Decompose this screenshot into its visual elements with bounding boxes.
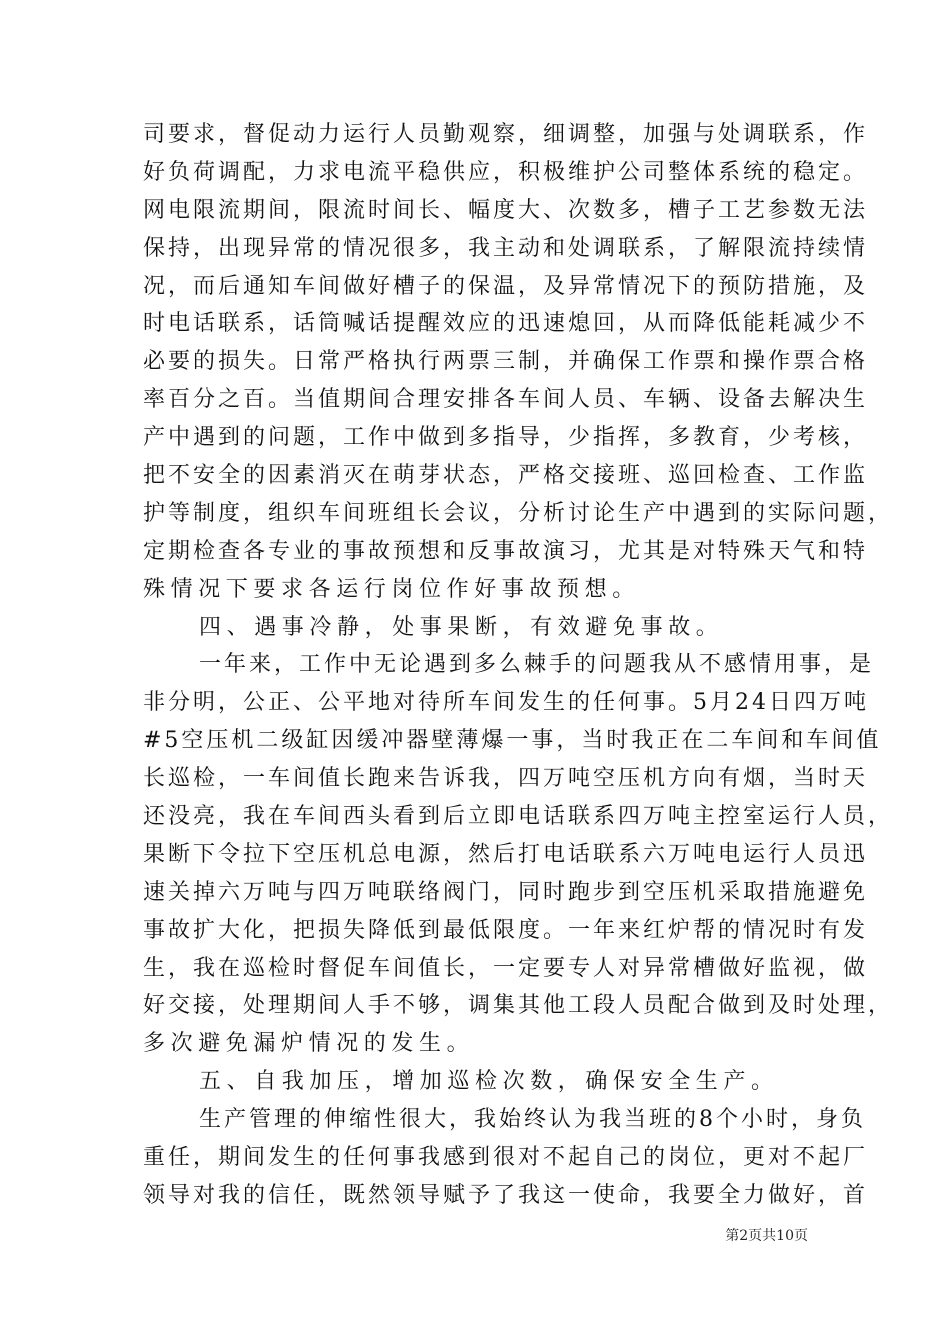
text-line: 事故扩大化，把损失降低到最低限度。一年来红炉帮的情况时有发 [143, 917, 869, 943]
text-line: 重任，期间发生的任何事我感到很对不起自己的岗位，更对不起厂 [143, 1145, 869, 1171]
text-line: 非分明，公正、公平地对待所车间发生的任何事。5月24日四万吨 [143, 690, 869, 716]
text-line: 生产管理的伸缩性很大，我始终认为我当班的8个小时，身负 [199, 1107, 866, 1133]
text-line: 保持，出现异常的情况很多，我主动和处调联系，了解限流持续情 [143, 235, 869, 261]
text-line: 果断下令拉下空压机总电源，然后打电话联系六万吨电运行人员迅 [143, 841, 869, 867]
text-line: 速关掉六万吨与四万吨联络阀门，同时跑步到空压机采取措施避免 [143, 879, 869, 905]
text-line: 护等制度，组织车间班组长会议，分析讨论生产中遇到的实际问题， [143, 500, 894, 526]
text-line: 好交接，处理期间人手不够，调集其他工段人员配合做到及时处理， [143, 993, 894, 1019]
text-line: 定期检查各专业的事故预想和反事故演习，尤其是对特殊天气和特 [143, 538, 869, 564]
text-line: 多次避免漏炉情况的发生。 [143, 1031, 475, 1057]
text-line: 还没亮，我在车间西头看到后立即电话联系四万吨主控室运行人员， [143, 804, 894, 830]
text-line: 领导对我的信任，既然领导赋予了我这一使命，我要全力做好，首 [143, 1182, 869, 1208]
text-line: 率百分之百。当值期间合理安排各车间人员、车辆、设备去解决生 [143, 387, 869, 413]
text-line: 把不安全的因素消灭在萌芽状态，严格交接班、巡回检查、工作监 [143, 463, 869, 489]
text-line: 一年来，工作中无论遇到多么棘手的问题我从不感情用事，是 [199, 652, 875, 678]
text-line: 时电话联系，话筒喊话提醒效应的迅速熄回，从而降低能耗减少不 [143, 311, 869, 337]
text-line: 生，我在巡检时督促车间值长，一定要专人对异常槽做好监视，做 [143, 955, 869, 981]
text-line: 产中遇到的问题，工作中做到多指导，少指挥，多教育，少考核， [143, 425, 869, 451]
text-line: 况，而后通知车间做好槽子的保温，及异常情况下的预防措施，及 [143, 273, 869, 299]
text-line: 好负荷调配，力求电流平稳供应，积极维护公司整体系统的稳定。 [143, 159, 869, 185]
body-text [143, 116, 894, 1215]
text-line: 长巡检，一车间值长跑来告诉我，四万吨空压机方向有烟，当时天 [143, 766, 869, 792]
text-line: 必要的损失。日常严格执行两票三制，并确保工作票和操作票合格 [143, 349, 869, 375]
text-line: #5空压机二级缸因缓冲器壁薄爆一事，当时我正在二车间和车间值 [143, 728, 882, 754]
text-line: 殊情况下要求各运行岗位作好事故预想。 [143, 576, 640, 602]
page-number: 第2页共10页 [725, 1228, 808, 1244]
text-line: 五、自我加压，增加巡检次数，确保安全生产。 [199, 1069, 779, 1095]
text-line: 司要求，督促动力运行人员勤观察，细调整，加强与处调联系，作 [143, 122, 869, 147]
text-line: 四、遇事冷静，处事果断，有效避免事故。 [199, 614, 724, 640]
text-line: 网电限流期间，限流时间长、幅度大、次数多，槽子工艺参数无法 [143, 197, 869, 223]
